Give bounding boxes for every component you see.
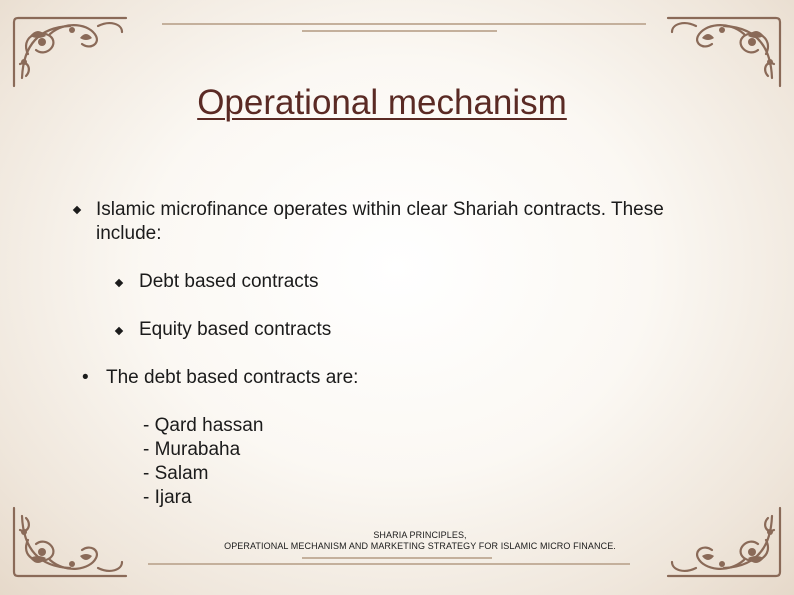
- bottom-rule-short: [302, 557, 492, 559]
- debt-item-murabaha: - Murabaha: [143, 439, 241, 460]
- intro-line-2: include:: [96, 223, 162, 244]
- sub-item-equity: Equity based contracts: [139, 319, 332, 340]
- bullet-diamond-icon: [73, 206, 81, 214]
- debt-item-ijara: - Ijara: [143, 487, 192, 508]
- debt-heading: The debt based contracts are:: [106, 367, 359, 388]
- sub-item-debt: Debt based contracts: [139, 271, 319, 292]
- bullet-dot-icon: •: [82, 367, 89, 388]
- corner-ornament-bottom-left: [10, 505, 130, 580]
- corner-ornament-top-left: [10, 14, 130, 89]
- bullet-diamond-icon: [115, 327, 123, 335]
- bullet-diamond-icon: [115, 279, 123, 287]
- footer-line-1: SHARIA PRINCIPLES,: [373, 530, 467, 540]
- bottom-rule-long: [148, 563, 630, 565]
- top-rule-long: [162, 23, 646, 25]
- debt-item-salam: - Salam: [143, 463, 209, 484]
- slide-title: Operational mechanism: [197, 83, 567, 122]
- corner-ornament-top-right: [664, 14, 784, 89]
- debt-item-qard-hassan: - Qard hassan: [143, 415, 264, 436]
- intro-line-1: Islamic microfinance operates within clear Shariah contracts. These: [96, 199, 664, 220]
- footer-line-2: OPERATIONAL MECHANISM AND MARKETING STRATEGY FOR ISLAMIC MICRO FINANCE.: [224, 541, 616, 551]
- top-rule-short: [302, 30, 497, 32]
